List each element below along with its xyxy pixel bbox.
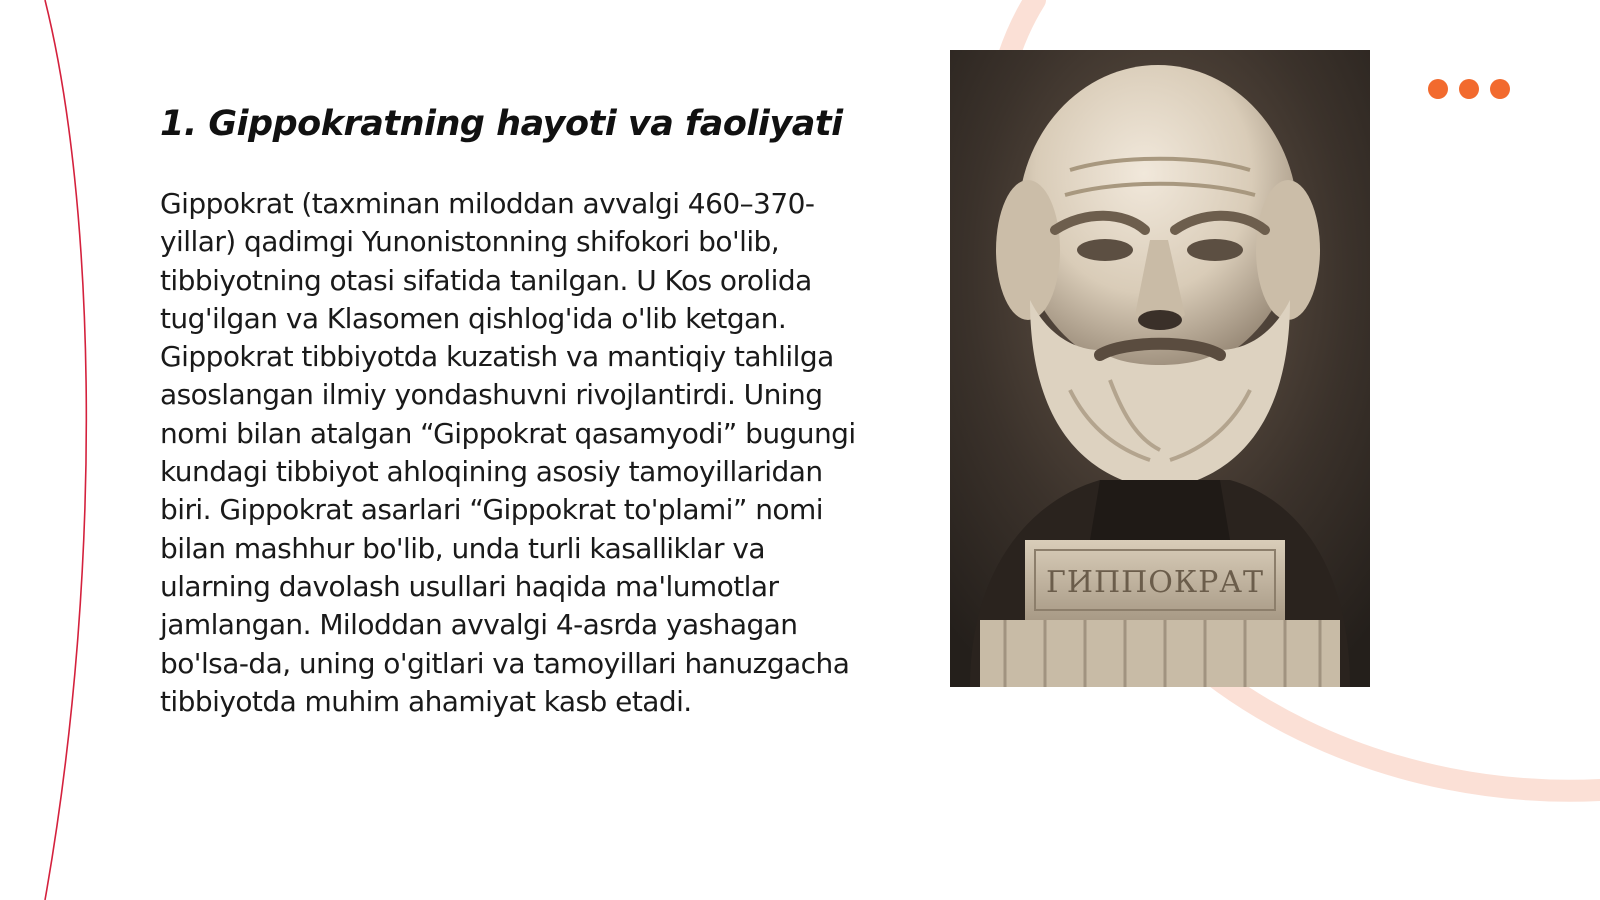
accent-dot — [1490, 79, 1510, 99]
slide-title: 1. Gippokratning hayoti va faoliyati — [160, 104, 843, 144]
hippocrates-bust-image — [950, 50, 1370, 687]
slide-body-text: Gippokrat (taxminan miloddan avvalgi 460–370-yillar) qadimgi Yunonistonning shifokori bo'lib, tibbiyotning otasi sifatida tanilgan. U Kos orolida tug'ilgan va Klasomen qishlog'ida o'lib ketgan. Gippokrat tibbiyotda kuzatish va mantiqiy tahlilga asoslangan ilmiy yondashuvni rivojlantirdi. Uning nomi bilan atalgan “Gippokrat qasamyodi” bugungi kundagi tibbiyot ahloqining asosiy tamoyillaridan biri. Gippokrat asarlari “Gippokrat to'plami” nomi bilan mashhur bo'lib, unda turli kasalliklar va ularning davolash usullari haqida ma'lumotlar jamlangan. Miloddan avvalgi 4-asrda yashagan bo'lsa-da, uning o'gitlari va tamoyillari hanuzgacha tibbiyotda muhim ahamiyat kasb etadi. — [160, 187, 856, 718]
more-dots-icon — [1428, 79, 1510, 99]
accent-dot — [1459, 79, 1479, 99]
left-accent-curve — [45, 0, 86, 900]
accent-dot — [1428, 79, 1448, 99]
bust-plaque-label: ГИППОКРАТ — [1045, 565, 1265, 600]
